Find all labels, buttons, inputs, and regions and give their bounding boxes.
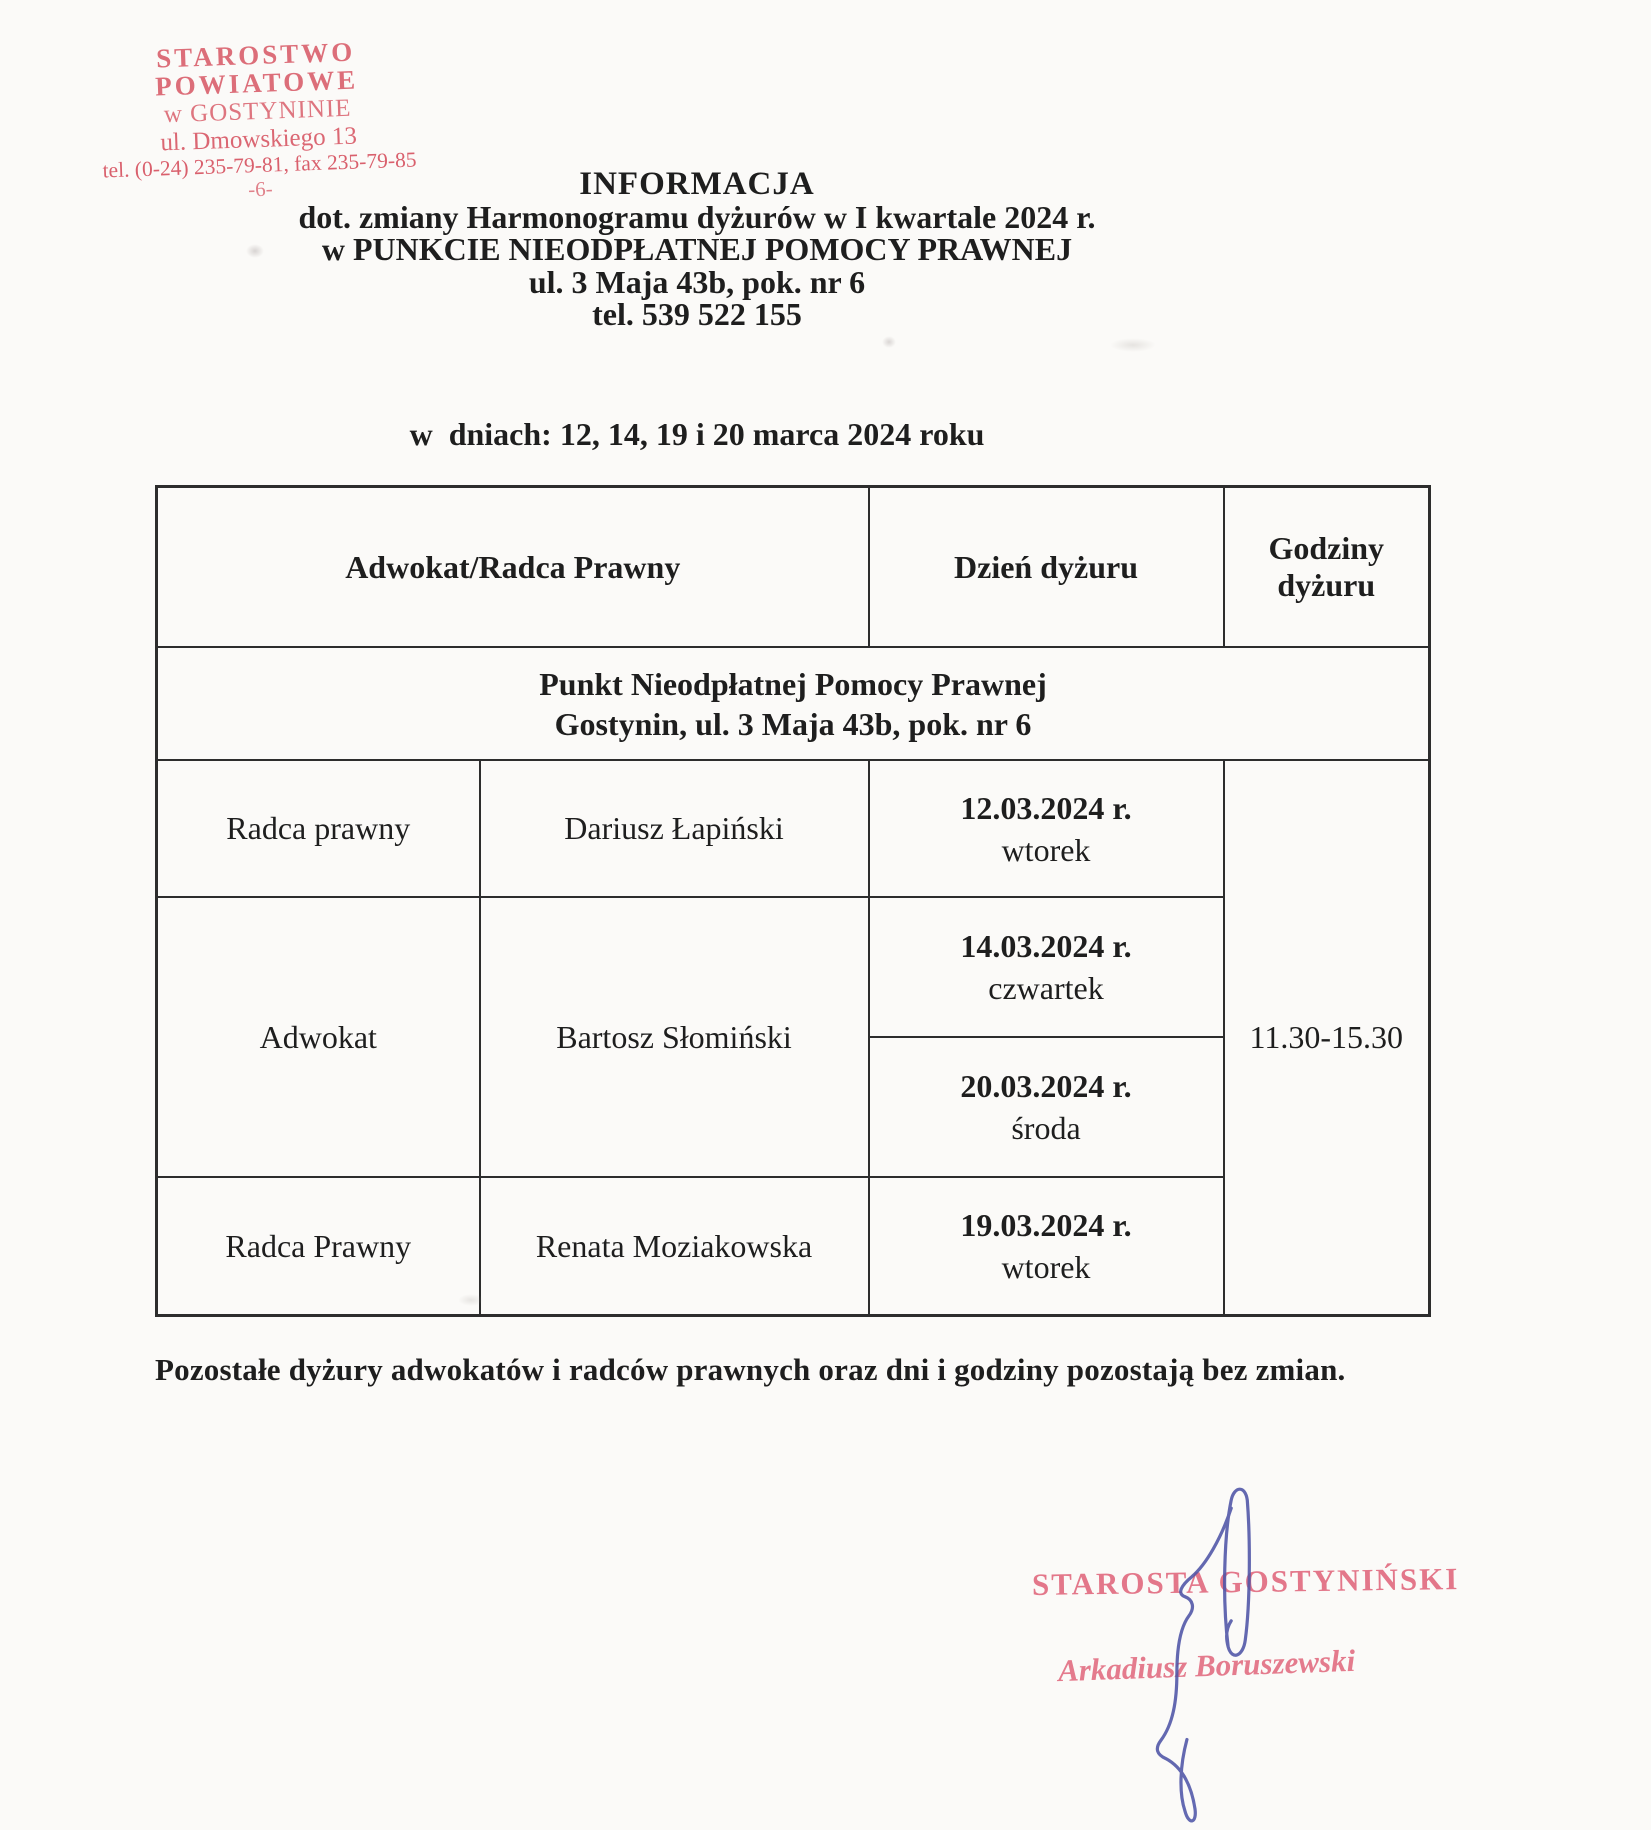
title-phone: tel. 539 522 155: [592, 296, 802, 332]
table-header-row: [157, 487, 1430, 648]
duty-schedule-table: [155, 485, 1431, 1317]
table-row: [157, 760, 1430, 897]
cell-date: [869, 1177, 1224, 1316]
stamp-line-office: STAROSTWO POWIATOWE: [154, 36, 359, 102]
scan-artifact: [882, 336, 896, 348]
duty-date: 14.03.2024 r.: [960, 928, 1132, 964]
title-subject: dot. zmiany Harmonogramu dyżurów w I kwartale 2024 r.: [298, 198, 1096, 235]
closing-note: Pozostałe dyżury adwokatów i radców prawnych oraz dni i godziny pozostają bez zmian.: [155, 1352, 1346, 1387]
duty-date: 12.03.2024 r.: [960, 789, 1132, 826]
col-header-duty-hours: Godziny dyżuru: [1224, 487, 1430, 648]
duty-weekday: czwartek: [988, 970, 1104, 1006]
document-title-block: [0, 168, 1394, 331]
cell-name: Renata Moziakowska: [480, 1177, 869, 1316]
cell-hours: 11.30-15.30: [1224, 760, 1430, 1316]
stamp-line-phone: tel. (0-24) 235-79-81, fax 235-79-85: [102, 147, 417, 183]
cell-role: Radca Prawny: [157, 1177, 480, 1316]
col-header-duty-day: Dzień dyżuru: [869, 487, 1224, 648]
signatory-title-stamp: STAROSTA GOSTYNIŃSKI: [1031, 1561, 1460, 1602]
duty-date: 19.03.2024 r.: [960, 1207, 1132, 1243]
cell-name: Dariusz Łapiński: [480, 760, 869, 897]
col-header-lawyer: Adwokat/Radca Prawny: [157, 487, 869, 648]
stamp-line-city: w GOSTYNINIE: [163, 94, 352, 129]
cell-date: [869, 897, 1224, 1037]
duty-weekday: wtorek: [1001, 831, 1091, 868]
duty-date: 20.03.2024 r.: [960, 1068, 1132, 1104]
signature-tail-stroke: [1157, 1508, 1231, 1821]
table-subheader-row: [157, 647, 1430, 760]
cell-date: [869, 1037, 1224, 1177]
effective-dates-line: w dniach: 12, 14, 19 i 20 marca 2024 roku: [409, 416, 985, 452]
subheader-point-address: Gostynin, ul. 3 Maja 43b, pok. nr 6: [554, 705, 1032, 742]
title-address: ul. 3 Maja 43b, pok. nr 6: [528, 263, 866, 300]
stamp-line-street: ul. Dmowskiego 13: [159, 122, 358, 156]
cell-date: [869, 760, 1224, 897]
cell-role: Adwokat: [157, 897, 480, 1177]
title-informacja: INFORMACJA: [579, 166, 815, 202]
stamp-line-number: -6-: [247, 176, 274, 202]
subheader-point-name: Punkt Nieodpłatnej Pomocy Prawnej: [539, 665, 1047, 702]
subheader-cell: [157, 647, 1430, 760]
signatory-name-stamp: Arkadiusz Boruszewski: [1057, 1642, 1356, 1689]
title-office-name: w PUNKCIE NIEODPŁATNEJ POMOCY PRAWNEJ: [321, 231, 1073, 267]
handwritten-signature-ink: [1122, 1476, 1272, 1828]
duty-weekday: wtorek: [1001, 1249, 1091, 1285]
cell-name: Bartosz Słomiński: [480, 897, 869, 1177]
scan-artifact: [1110, 338, 1156, 352]
cell-role: Radca prawny: [157, 760, 480, 897]
duty-weekday: środa: [1011, 1110, 1081, 1146]
